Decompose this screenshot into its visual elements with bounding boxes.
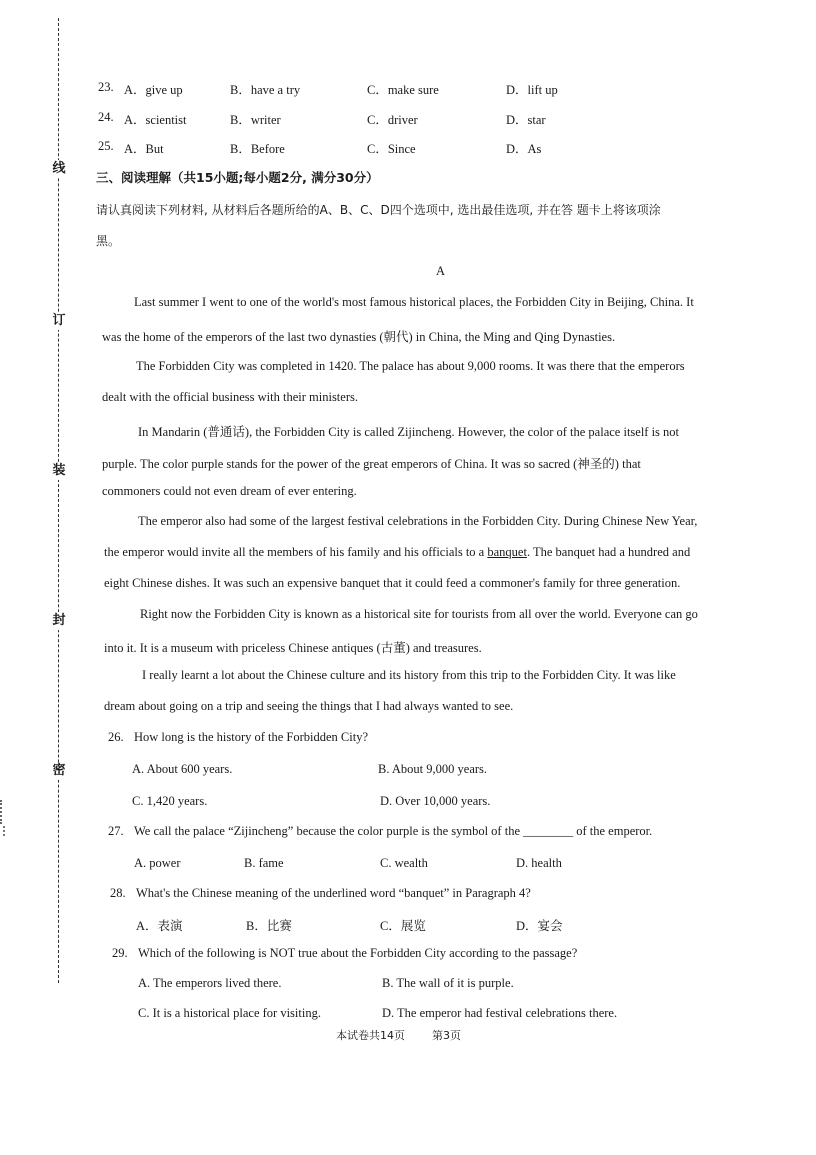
question-number: 28. — [110, 886, 126, 900]
passage-line: In Mandarin (普通话), the Forbidden City is called Zijincheng. However, the color of the palace itself is not — [138, 425, 680, 439]
binding-char-ding: 订 — [50, 312, 68, 330]
option-d[interactable]: D．As — [506, 142, 542, 156]
question-number: 24. — [98, 110, 114, 124]
option-b[interactable]: B. About 9,000 years. — [378, 762, 488, 776]
passage-line: The emperor also had some of the largest festival celebrations in the Forbidden City. During Chinese New Year, — [138, 514, 698, 528]
option-c[interactable]: C. wealth — [380, 856, 428, 870]
passage-line: I really learnt a lot about the Chinese culture and its history from this trip to the Forbidden City. It was like — [142, 668, 676, 682]
option-d[interactable]: D. The emperor had festival celebrations there. — [382, 1006, 618, 1020]
option-c[interactable]: C．make sure — [367, 83, 439, 97]
scan-edge-mark — [0, 800, 8, 824]
option-a[interactable]: A. power — [134, 856, 181, 870]
passage-label: A — [436, 264, 446, 278]
passage-line: into it. It is a museum with priceless Chinese antiques (古董) and treasures. — [104, 641, 482, 655]
scan-edge-mark — [3, 826, 9, 836]
section-heading: 三、阅读理解（共15小题;每小题2分, 满分30分） — [96, 170, 379, 185]
option-a[interactable]: A．scientist — [124, 113, 187, 127]
option-d[interactable]: D．宴会 — [516, 919, 563, 933]
option-b[interactable]: B．writer — [230, 113, 281, 127]
binding-char-zhuang: 装 — [50, 462, 68, 480]
option-c[interactable]: C．driver — [367, 113, 418, 127]
option-d[interactable]: D．lift up — [506, 83, 558, 97]
question-number: 29. — [112, 946, 128, 960]
underlined-word-banquet: banquet — [487, 545, 527, 559]
option-a[interactable]: A．But — [124, 142, 164, 156]
question-stem: We call the palace “Zijincheng” because the color purple is the symbol of the ________ of the emperor. — [134, 824, 653, 838]
passage-text: the emperor would invite all the members of his family and his officials to a — [104, 545, 488, 559]
passage-line: Right now the Forbidden City is known as a historical site for tourists from all over the world. Everyone can go — [140, 607, 698, 621]
passage-line: Last summer I went to one of the world's most famous historical places, the Forbidden City in Beijing, China. It — [134, 295, 694, 309]
question-stem: How long is the history of the Forbidden City? — [134, 730, 369, 744]
binding-char-xian: 线 — [50, 160, 68, 178]
question-number: 26. — [108, 730, 124, 744]
passage-text: . The banquet had a hundred and — [526, 545, 691, 559]
option-d[interactable]: D. health — [516, 856, 562, 870]
option-a[interactable]: A. About 600 years. — [132, 762, 233, 776]
option-c[interactable]: C．展览 — [380, 919, 426, 933]
option-b[interactable]: B. fame — [244, 856, 284, 870]
passage-line: The Forbidden City was completed in 1420. The palace has about 9,000 rooms. It was there that the emperors — [136, 359, 685, 373]
option-a[interactable]: A. The emperors lived there. — [138, 976, 282, 990]
question-stem: What's the Chinese meaning of the underlined word “banquet” in Paragraph 4? — [136, 886, 531, 900]
passage-line: dream about going on a trip and seeing the things that I had always wanted to see. — [104, 699, 514, 713]
passage-line: was the home of the emperors of the last two dynasties (朝代) in China, the Ming and Qing Dynasties. — [102, 330, 616, 344]
option-a[interactable]: A．表演 — [136, 919, 183, 933]
binding-char-feng: 封 — [50, 612, 68, 630]
section-instruction: 请认真阅读下列材料, 从材料后各题所给的A、B、C、D四个选项中, 选出最佳选项, 并在答 题卡上将该项涂 — [96, 203, 661, 217]
option-b[interactable]: B．have a try — [230, 83, 301, 97]
passage-line: eight Chinese dishes. It was such an expensive banquet that it could feed a commoner's family for three generation. — [104, 576, 681, 590]
footer-page-number: 第3页 — [432, 1029, 461, 1042]
option-b[interactable]: B．比赛 — [246, 919, 292, 933]
passage-line: commoners could not even dream of ever entering. — [102, 484, 357, 498]
binding-char-mi: 密 — [50, 762, 68, 780]
question-stem: Which of the following is NOT true about the Forbidden City according to the passage? — [138, 946, 578, 960]
section-instruction-cont: 黑。 — [96, 234, 121, 248]
option-b[interactable]: B．Before — [230, 142, 285, 156]
option-c[interactable]: C. 1,420 years. — [132, 794, 208, 808]
question-number: 27. — [108, 824, 124, 838]
option-d[interactable]: D. Over 10,000 years. — [380, 794, 491, 808]
question-number: 25. — [98, 139, 114, 153]
option-b[interactable]: B. The wall of it is purple. — [382, 976, 514, 990]
passage-line — [104, 545, 690, 560]
option-c[interactable]: C. It is a historical place for visiting. — [138, 1006, 321, 1020]
option-d[interactable]: D．star — [506, 113, 546, 127]
question-number: 23. — [98, 80, 114, 94]
option-c[interactable]: C．Since — [367, 142, 416, 156]
option-a[interactable]: A．give up — [124, 83, 183, 97]
passage-line: dealt with the official business with their ministers. — [102, 390, 358, 404]
passage-line: purple. The color purple stands for the power of the great emperors of China. It was so sacred (神圣的) that — [102, 457, 641, 471]
footer-total-pages: 本试卷共14页 — [336, 1029, 405, 1042]
